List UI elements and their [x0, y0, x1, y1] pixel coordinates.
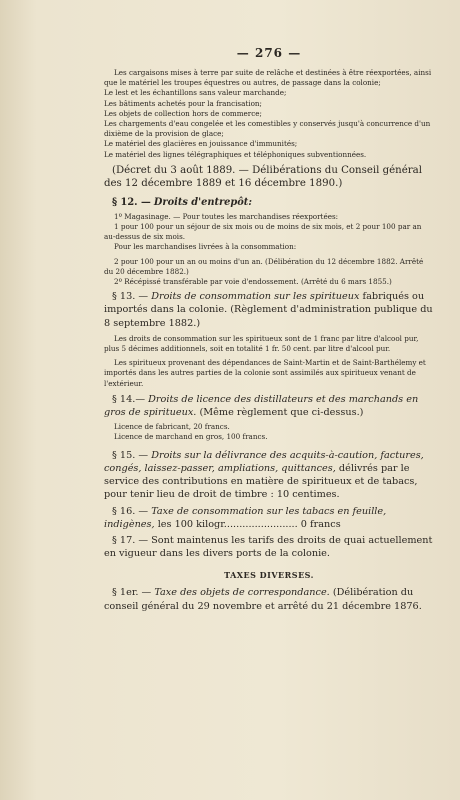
intro-line: Le matériel des glacières en jouissance d'immunités;	[104, 139, 298, 149]
section-14-title	[104, 393, 434, 419]
intro-line: Les bâtiments achetés pour la francisation;	[104, 98, 262, 108]
section-12-line: 2º Récépissé transférable par voie d'endossement. (Arrêté du 6 mars 1855.)	[114, 277, 392, 287]
section-17-text: § 17. — Sont maintenus les tarifs des droits de quai actuellement en vigueur dans les divers ports de la colonie.	[104, 534, 433, 560]
section-12-title	[104, 196, 434, 209]
section-rest: (Même règlement que ci-dessus.)	[196, 407, 364, 419]
section-heading: Taxe des objets de correspondance.	[154, 587, 330, 599]
section-14-line: Licence de fabricant, 20 francs.	[114, 422, 230, 432]
intro-line: Le lest et les échantillons sans valeur marchande;	[104, 88, 287, 98]
section-number: § 1er. —	[112, 587, 152, 599]
section-12-line: Pour les marchandises livrées à la consommation:	[114, 242, 297, 252]
section-rest: délivrés par le service des contributions en matière de spiritueux et de tabacs, pour tenir lieu de droit de timbre : 10 centimes.	[104, 462, 418, 501]
section-number: § 13. —	[112, 291, 149, 303]
section-number: § 12. —	[112, 196, 151, 208]
section-12-line: 1 pour 100 pour un séjour de six mois ou de moins de six mois, et 2 pour 100 par an au-dessus de six mois.	[104, 222, 422, 242]
section-heading: Droits sur la délivrance des acquits-à-caution, factures, congés, laissez-passer, ampliations, quittances,	[104, 449, 424, 474]
section-12-line: 2 pour 100 pour un an ou moins d'un an. (Délibération du 12 décembre 1882. Arrêté du 20 décembre 1882.)	[104, 256, 424, 276]
intro-list	[104, 68, 434, 160]
taxes-diverses-title: TAXES DIVERSES.	[224, 570, 314, 581]
section-15-title	[104, 449, 434, 502]
section-14-line: Licence de marchand en gros, 100 francs.	[114, 432, 268, 442]
section-16-title	[104, 505, 434, 531]
section-heading: Droits de licence des distillateurs et des marchands en gros de spiritueux.	[104, 393, 419, 419]
intro-line: Le matériel des lignes télégraphiques et téléphoniques subventionnées.	[104, 149, 367, 159]
section-rest: fabriqués ou importés dans la colonie. (Règlement d'administration publique du 8 septembre 1882.)	[104, 291, 433, 329]
section-13-paragraph: Les droits de consommation sur les spiritueux sont de 1 franc par litre d'alcool pur, plus 5 décimes additionnels, soit en totalité 1 fr. 50 cent. par litre d'alcool pur.	[104, 333, 419, 354]
page-number: — 276 —	[236, 46, 302, 60]
section-rest: (Délibération du conseil général du 29 novembre et arrêté du 21 décembre 1876.	[104, 587, 422, 612]
taxes-section-1-title	[104, 586, 434, 612]
section-13-title	[104, 290, 434, 330]
section-number: § 14.—	[112, 393, 146, 405]
decree-reference: (Décret du 3 août 1889. — Délibérations du Conseil général des 12 décembre 1889 et 16 décembre 1890.)	[104, 164, 422, 189]
section-number: § 16. —	[112, 505, 149, 517]
section-number: § 15. —	[112, 449, 149, 461]
section-heading: Taxe de consommation sur les tabacs en feuille, indigènes,	[104, 505, 387, 530]
intro-line: Les chargements d'eau congelée et les comestibles y conservés jusqu'à concurrence d'un dixième de la provision de glace;	[104, 119, 431, 139]
section-rest: les 100 kilogr........................ 0 francs	[154, 518, 341, 530]
section-13-paragraph: Les spiritueux provenant des dépendances de Saint-Martin et de Saint-Barthélemy et importés dans les autres parties de la colonie sont assimilés aux spiritueux venant de l'extérieur.	[104, 358, 426, 388]
section-12-line: 1º Magasinage. — Pour toutes les marchandises réexportées:	[114, 211, 339, 221]
section-heading: Droits d'entrepôt:	[153, 196, 252, 208]
intro-line: Les cargaisons mises à terre par suite de relâche et destinées à être réexportées, ainsi que le matériel les troupes équestres ou autres, de passage dans la colonie;	[104, 68, 432, 88]
intro-line: Les objets de collection hors de commerce;	[104, 108, 262, 118]
section-heading: Droits de consommation sur les spiritueux	[151, 291, 360, 303]
